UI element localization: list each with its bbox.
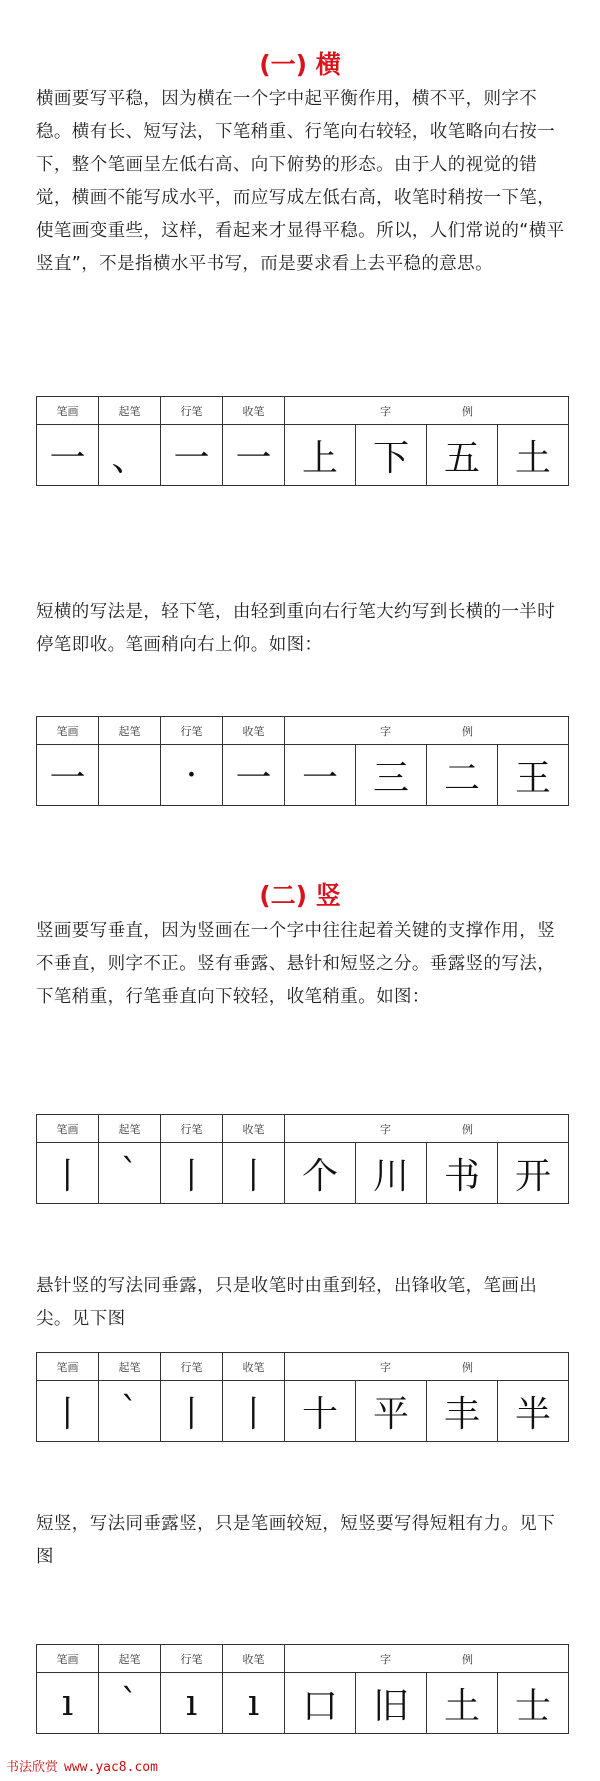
- table-header-row: [37, 397, 569, 425]
- header-shoubi: 收笔: [223, 397, 285, 425]
- cell-qibi: 、: [99, 425, 161, 486]
- cell-stroke: 丨: [37, 1143, 99, 1204]
- cell-qibi: ˋ: [99, 1381, 161, 1442]
- header-qibi: 起笔: [99, 1353, 161, 1381]
- stroke-table-chuilu-shu: [36, 1114, 569, 1204]
- table-header-row: [37, 1353, 569, 1381]
- cell-example: 土: [498, 425, 569, 486]
- cell-stroke: ı: [37, 1673, 99, 1734]
- cell-stroke: 一: [37, 425, 99, 486]
- stroke-table-short-heng: [36, 716, 569, 806]
- site-watermark: [6, 1756, 158, 1775]
- header-xingbi: 行笔: [161, 397, 223, 425]
- cell-example: 下: [356, 425, 427, 486]
- cell-example: 书: [427, 1143, 498, 1204]
- table-header-row: [37, 1115, 569, 1143]
- cell-stroke: 丨: [37, 1381, 99, 1442]
- header-qibi: 起笔: [99, 717, 161, 745]
- paragraph-shu-intro: 竖画要写垂直，因为竖画在一个字中往往起着关键的支撑作用，竖不垂直，则字不正。竖有垂露、悬针和短竖之分。垂露竖的写法，下笔稍重，行笔垂直向下较轻，收笔稍重。如图：: [36, 921, 556, 1007]
- cell-example: 旧: [356, 1673, 427, 1734]
- cell-xingbi: ı: [161, 1673, 223, 1734]
- cell-qibi: ˋ: [99, 1673, 161, 1734]
- table-row: [37, 1673, 569, 1734]
- header-bihua: 笔画: [37, 1353, 99, 1381]
- cell-example: 半: [498, 1381, 569, 1442]
- cell-xingbi: 一: [161, 425, 223, 486]
- header-shoubi: 收笔: [223, 1353, 285, 1381]
- table-row: [37, 745, 569, 806]
- cell-example: 川: [356, 1143, 427, 1204]
- cell-example: 口: [285, 1673, 356, 1734]
- stroke-table-short-shu: [36, 1644, 569, 1734]
- cell-example: 五: [427, 425, 498, 486]
- paragraph-xuanzhen-shu: 悬针竖的写法同垂露，只是收笔时由重到轻，出锋收笔，笔画出尖。见下图: [36, 1276, 538, 1329]
- cell-qibi: [99, 745, 161, 806]
- header-qibi: 起笔: [99, 1115, 161, 1143]
- header-bihua: 笔画: [37, 397, 99, 425]
- table-header-row: [37, 1645, 569, 1673]
- header-examples: 字 例: [285, 1115, 569, 1143]
- header-xingbi: 行笔: [161, 1115, 223, 1143]
- section-heading-shu: (二) 竖: [259, 881, 341, 910]
- watermark-site-name: 书法欣赏: [6, 1760, 59, 1775]
- cell-example: 士: [498, 1673, 569, 1734]
- cell-example: 一: [285, 745, 356, 806]
- table-row: [37, 1143, 569, 1204]
- header-shoubi: 收笔: [223, 1645, 285, 1673]
- cell-example: 个: [285, 1143, 356, 1204]
- header-bihua: 笔画: [37, 1645, 99, 1673]
- stroke-table-long-heng: [36, 396, 569, 486]
- paragraph-heng-intro: 横画要写平稳，因为横在一个字中起平衡作用，横不平，则字不稳。横有长、短写法，下笔稍重、行笔向右较轻，收笔略向右按一下，整个笔画呈左低右高、向下俯势的形态。由于人的视觉的错觉，横画不能写成水平，而应写成左低右高，收笔时稍按一下笔，使笔画变重些，这样，看起来才显得平稳。所以，人们常说的“横平竖直”，不是指横水平书写，而是要求看上去平稳的意思。: [36, 89, 565, 274]
- header-shoubi: 收笔: [223, 1115, 285, 1143]
- header-examples: 字 例: [285, 717, 569, 745]
- cell-example: 平: [356, 1381, 427, 1442]
- header-qibi: 起笔: [99, 397, 161, 425]
- header-examples: 字 例: [285, 1353, 569, 1381]
- cell-shoubi: 丨: [223, 1143, 285, 1204]
- cell-example: 土: [427, 1673, 498, 1734]
- cell-example: 十: [285, 1381, 356, 1442]
- paragraph-short-heng: 短横的写法是，轻下笔，由轻到重向右行笔大约写到长横的一半时停笔即收。笔画稍向右上仰。如图：: [36, 602, 556, 655]
- header-xingbi: 行笔: [161, 1353, 223, 1381]
- header-bihua: 笔画: [37, 1115, 99, 1143]
- cell-stroke: 一: [37, 745, 99, 806]
- table-row: [37, 1381, 569, 1442]
- paragraph-short-shu: 短竖，写法同垂露竖，只是笔画较短，短竖要写得短粗有力。见下图: [36, 1514, 556, 1567]
- cell-shoubi: 丨: [223, 1381, 285, 1442]
- cell-example: 三: [356, 745, 427, 806]
- cell-qibi: ˋ: [99, 1143, 161, 1204]
- cell-xingbi: 丨: [161, 1143, 223, 1204]
- cell-example: 上: [285, 425, 356, 486]
- cell-shoubi: ı: [223, 1673, 285, 1734]
- watermark-url[interactable]: www.yac8.com: [64, 1760, 158, 1775]
- cell-xingbi: 丨: [161, 1381, 223, 1442]
- header-qibi: 起笔: [99, 1645, 161, 1673]
- cell-example: 王: [498, 745, 569, 806]
- header-shoubi: 收笔: [223, 717, 285, 745]
- cell-xingbi: ·: [161, 745, 223, 806]
- header-bihua: 笔画: [37, 717, 99, 745]
- cell-shoubi: 一: [223, 745, 285, 806]
- stroke-table-xuanzhen-shu: [36, 1352, 569, 1442]
- header-xingbi: 行笔: [161, 717, 223, 745]
- table-row: [37, 425, 569, 486]
- header-xingbi: 行笔: [161, 1645, 223, 1673]
- table-header-row: [37, 717, 569, 745]
- cell-example: 二: [427, 745, 498, 806]
- cell-example: 开: [498, 1143, 569, 1204]
- cell-example: 丰: [427, 1381, 498, 1442]
- header-examples: 字 例: [285, 1645, 569, 1673]
- header-examples: 字 例: [285, 397, 569, 425]
- section-heading-heng: (一) 横: [259, 50, 341, 79]
- cell-shoubi: 一: [223, 425, 285, 486]
